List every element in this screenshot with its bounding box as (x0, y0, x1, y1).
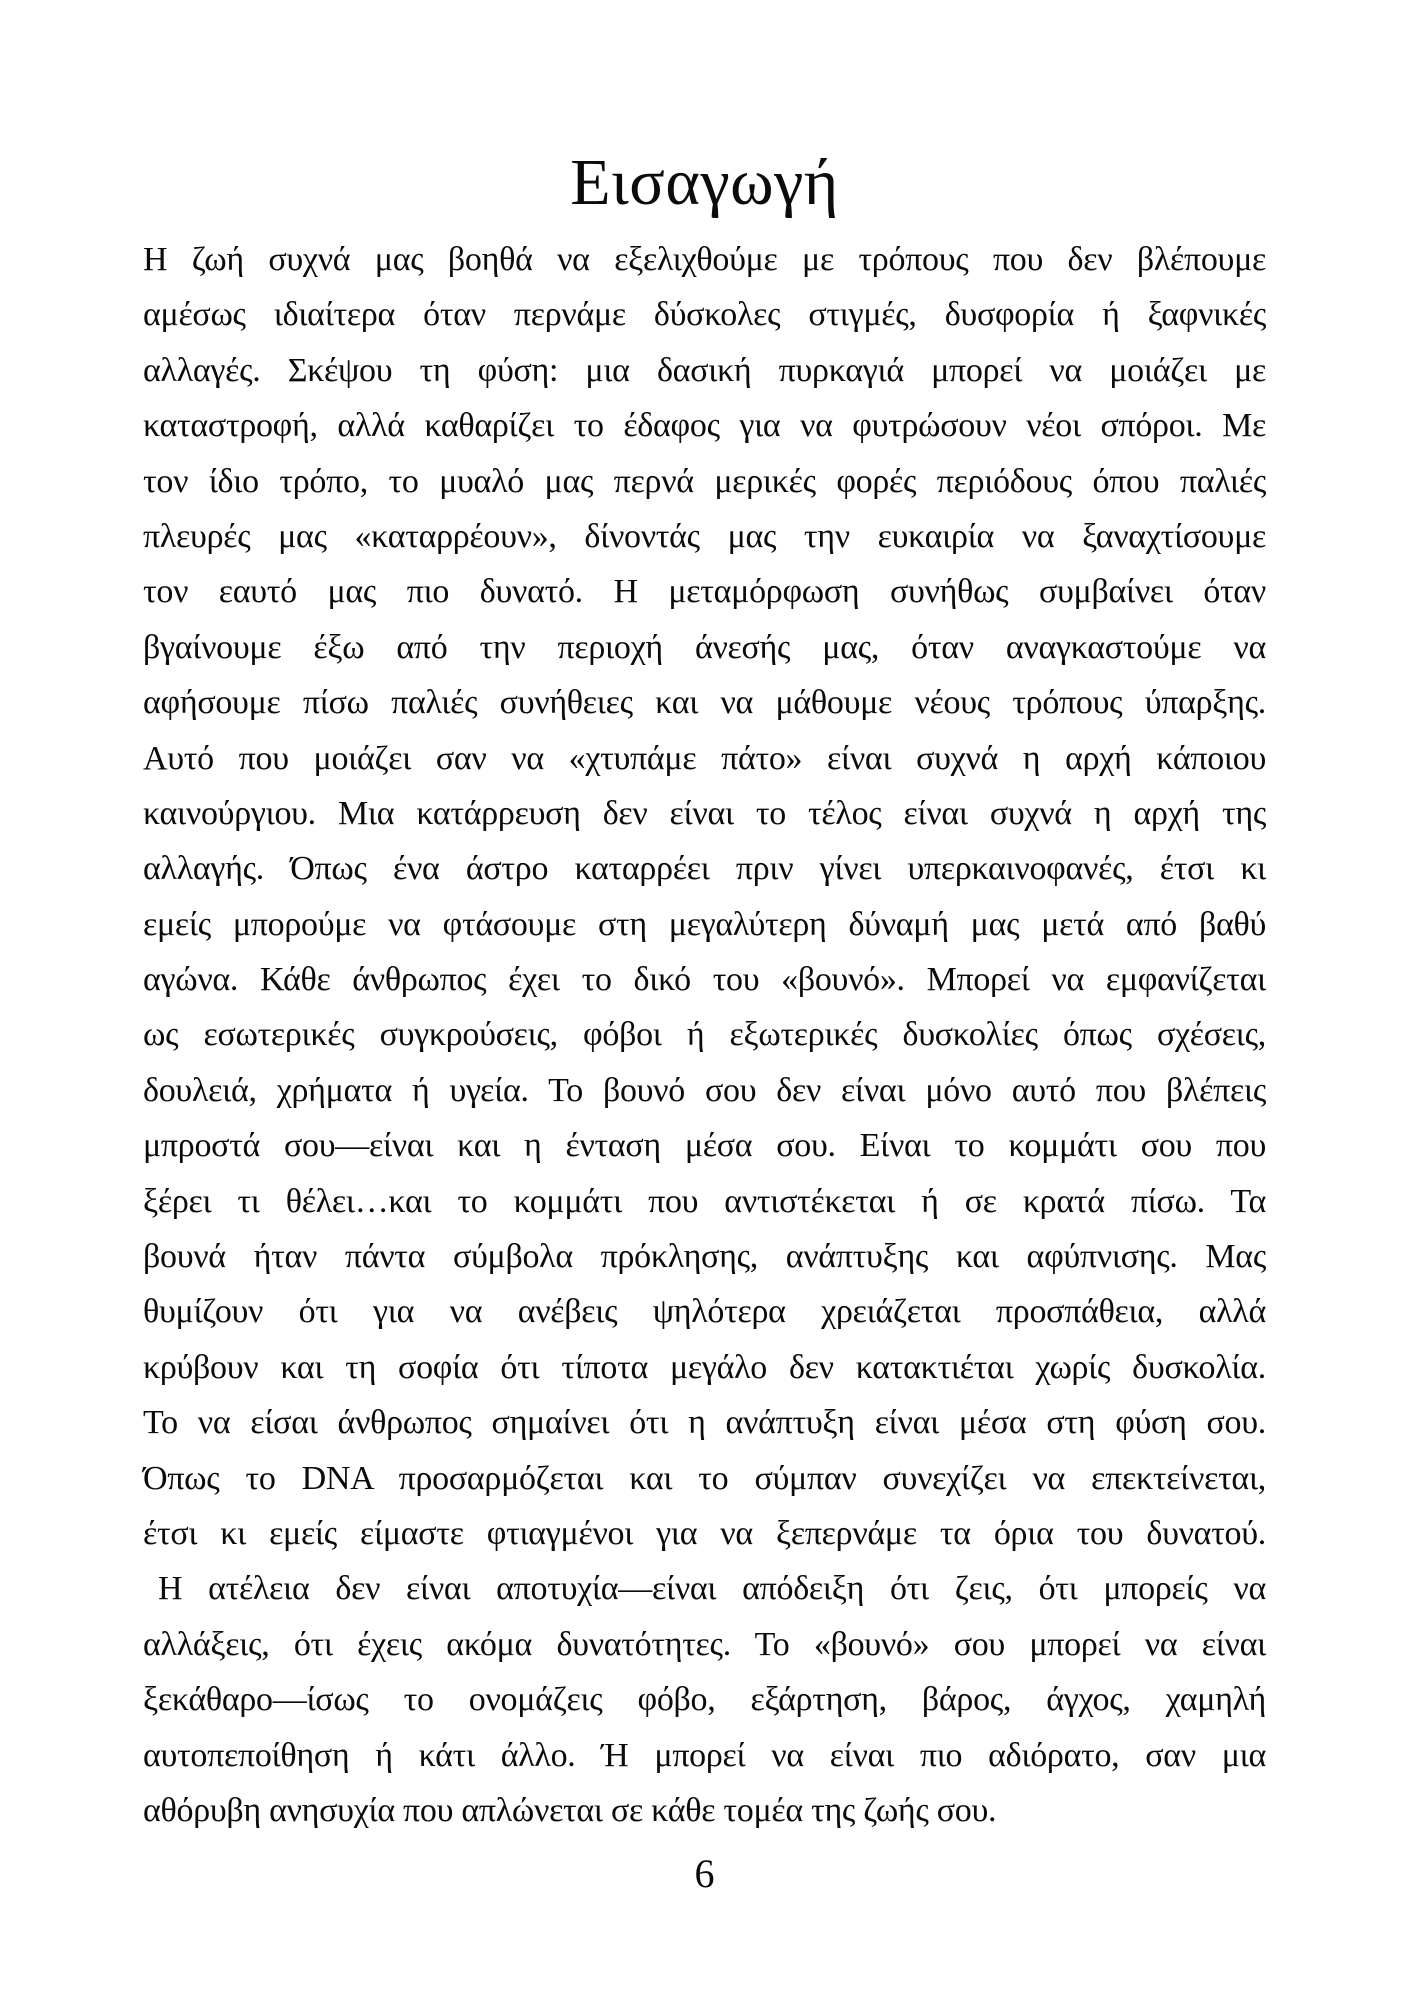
text-line: πλευρές μας «καταρρέουν», δίνοντάς μας την ευκαιρία να ξαναχτίσουμε (143, 517, 1266, 555)
text-line: αλλαγής. Όπως ένα άστρο καταρρέει πριν γίνει υπερκαινοφανές, έτσι κι (143, 850, 1266, 888)
text-line: τον ίδιο τρόπο, το μυαλό μας περνά μερικές φορές περιόδους όπου παλιές (143, 462, 1266, 500)
text-line: τον εαυτό μας πιο δυνατό. Η μεταμόρφωση συνήθως συμβαίνει όταν (143, 573, 1266, 611)
body-text (143, 232, 1266, 1838)
text-line: Όπως το DNA προσαρμόζεται και το σύμπαν συνεχίζει να επεκτείνεται, (143, 1459, 1266, 1497)
text-line: Το να είσαι άνθρωπος σημαίνει ότι η ανάπτυξη είναι μέσα στη φύση σου. (143, 1404, 1266, 1442)
text-line: αγώνα. Κάθε άνθρωπος έχει το δικό του «βουνό». Μπορεί να εμφανίζεται (143, 961, 1266, 999)
text-line: αλλαγές. Σκέψου τη φύση: μια δασική πυρκαγιά μπορεί να μοιάζει με (143, 351, 1266, 389)
text-line: αμέσως ιδιαίτερα όταν περνάμε δύσκολες στιγμές, δυσφορία ή ξαφνικές (143, 296, 1266, 334)
text-line: αθόρυβη ανησυχία που απλώνεται σε κάθε τομέα της ζωής σου. (143, 1791, 997, 1829)
text-line: αυτοπεποίθηση ή κάτι άλλο. Ή μπορεί να είναι πιο αδιόρατο, σαν μια (143, 1736, 1266, 1774)
text-line: θυμίζουν ότι για να ανέβεις ψηλότερα χρειάζεται προσπάθεια, αλλά (143, 1293, 1266, 1331)
text-line: καταστροφή, αλλά καθαρίζει το έδαφος για να φυτρώσουν νέοι σπόροι. Με (143, 407, 1266, 445)
page-title: Εισαγωγή (570, 146, 839, 220)
text-line: αλλάξεις, ότι έχεις ακόμα δυνατότητες. Το «βουνό» σου μπορεί να είναι (143, 1625, 1266, 1663)
text-line: έτσι κι εμείς είμαστε φτιαγμένοι για να ξεπερνάμε τα όρια του δυνατού. (143, 1514, 1266, 1552)
text-line: Η ζωή συχνά μας βοηθά να εξελιχθούμε με τρόπους που δεν βλέπουμε (143, 241, 1266, 278)
text-line: ως εσωτερικές συγκρούσεις, φόβοι ή εξωτερικές δυσκολίες όπως σχέσεις, (143, 1016, 1266, 1054)
page-number: 6 (694, 1851, 715, 1896)
text-line: ξεκάθαρο—ίσως το ονομάζεις φόβο, εξάρτηση, βάρος, άγχος, χαμηλή (143, 1681, 1266, 1719)
text-line: Αυτό που μοιάζει σαν να «χτυπάμε πάτο» είναι συχνά η αρχή κάποιου (143, 739, 1266, 777)
text-line: καινούργιου. Μια κατάρρευση δεν είναι το τέλος είναι συχνά η αρχή της (143, 794, 1266, 832)
text-line: ξέρει τι θέλει…και το κομμάτι που αντιστέκεται ή σε κρατά πίσω. Τα (143, 1182, 1266, 1220)
text-line: Η ατέλεια δεν είναι αποτυχία—είναι απόδειξη ότι ζεις, ότι μπορείς να (158, 1570, 1266, 1608)
text-line: βουνά ήταν πάντα σύμβολα πρόκλησης, ανάπτυξης και αφύπνισης. Μας (143, 1238, 1266, 1276)
text-line: αφήσουμε πίσω παλιές συνήθειες και να μάθουμε νέους τρόπους ύπαρξης. (143, 684, 1266, 722)
text-line: εμείς μπορούμε να φτάσουμε στη μεγαλύτερη δύναμή μας μετά από βαθύ (143, 905, 1266, 943)
text-line: δουλειά, χρήματα ή υγεία. Το βουνό σου δεν είναι μόνο αυτό που βλέπεις (143, 1071, 1266, 1109)
text-line: μπροστά σου—είναι και η ένταση μέσα σου. Είναι το κομμάτι σου που (143, 1127, 1266, 1165)
text-line: βγαίνουμε έξω από την περιοχή άνεσής μας, όταν αναγκαστούμε να (143, 628, 1266, 666)
text-line: κρύβουν και τη σοφία ότι τίποτα μεγάλο δεν κατακτιέται χωρίς δυσκολία. (143, 1348, 1266, 1386)
